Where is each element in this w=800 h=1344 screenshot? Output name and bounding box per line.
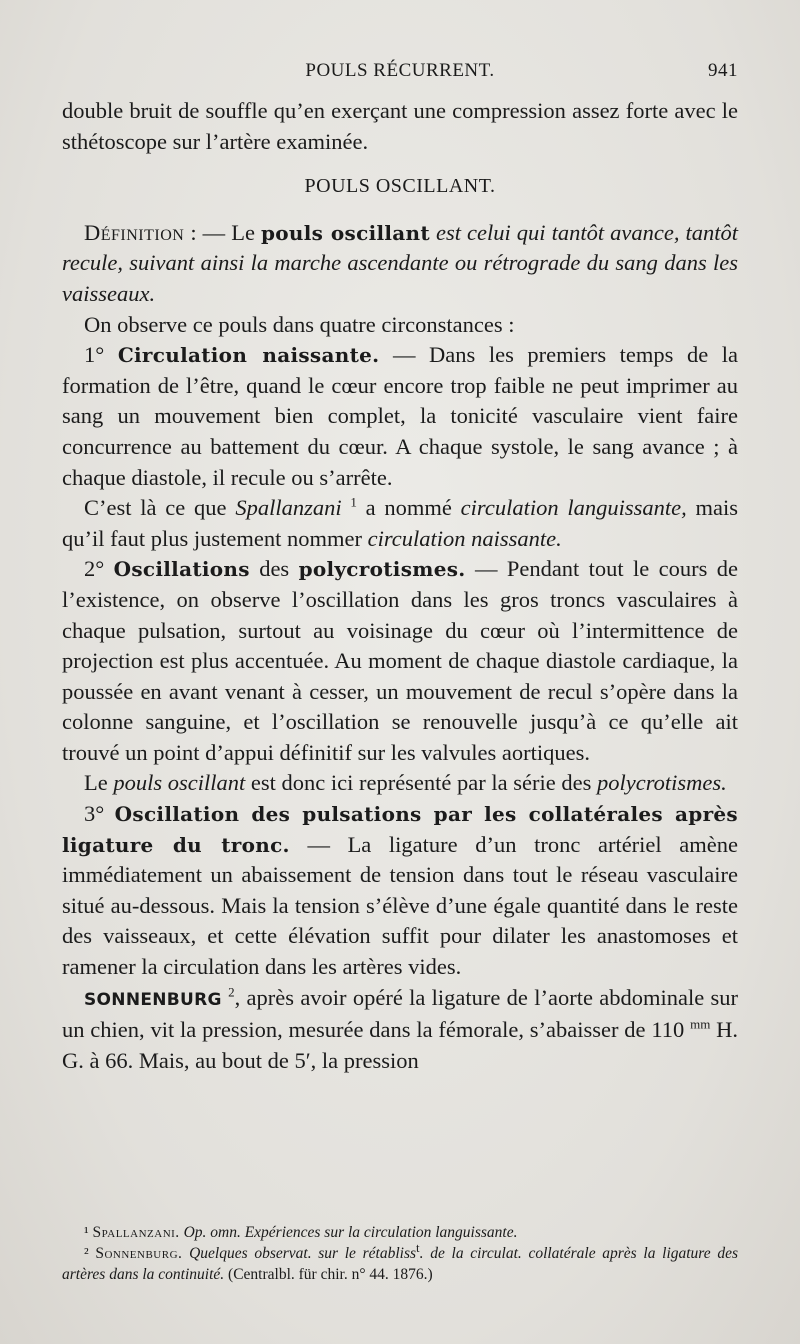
section-title: POULS OSCILLANT. <box>304 175 496 198</box>
footnote-ref-2: 2 <box>228 984 235 1000</box>
spallanzani-term-2: circulation naissante. <box>367 525 562 551</box>
definition-text: est celui qui tantôt avance, tantôt recule, suivant ainsi la marche ascendante ou rétrograde du sang dans les vaisseaux. <box>62 219 738 306</box>
polycrot-term-1: pouls oscillant <box>113 770 246 796</box>
page-number: 941 <box>708 60 738 81</box>
footnote-2-author: Sonnenburg. <box>95 1245 183 1262</box>
item-2-text: — Pendant tout le cours de l’existence, on observe l’oscillation dans les gros troncs vasculaires à chaque pulsation, surtout au voisinage du cœur où l’intermittence de projection est plus accentuée. Au moment de chaque diastole cardiaque, la poussée en avant venant à cesser, un mouvement de recul s’opère dans la colonne sanguine, et l’oscillation se renouvelle jusqu’à ce qu’elle ait trouvé un point d’appui définitif sur les valvules aortiques. <box>62 556 738 765</box>
definition-paragraph <box>62 218 738 310</box>
continued-paragraph: double bruit de souffle qu’en exerçant une compression assez forte avec le sthétoscope sur l’artère examinée. <box>62 98 738 154</box>
spallanzani-text-a: C’est là ce que <box>84 495 236 521</box>
footnotes <box>62 1222 738 1285</box>
running-title: POULS RÉCURRENT. <box>305 60 495 81</box>
item-2-number: 2° <box>84 556 105 582</box>
spallanzani-text-b: a nommé <box>356 495 461 521</box>
item-1-text: — Dans les premiers temps de la formation de l’être, quand le cœur encore trop faible ne peut imprimer au sang un mouvement bien complet, la tonicité vasculaire vient faire concurrence au battement du cœur. A chaque systole, le sang avance ; à chaque diastole, il recule ou s’arrête. <box>62 342 739 490</box>
sonnenburg-text-a: , après avoir opéré la ligature de l’aorte abdominale sur un chien, vit la pression, mesurée dans la fémorale, s’abaisser de 110 <box>62 984 738 1043</box>
item-1-number: 1° <box>84 342 105 368</box>
footnote-2-sup: t <box>416 1239 420 1255</box>
spallanzani-paragraph <box>62 493 738 554</box>
footnote-2-text-b: . de la circulat. collatérale après la ligature des artères dans la continuité. <box>62 1245 738 1283</box>
spallanzani-name: Spallanzani <box>235 495 342 521</box>
spallanzani-term-1: circulation languissante, <box>460 495 687 521</box>
polycrotismes-paragraph <box>62 768 738 799</box>
polycrot-term-2: polycrotismes. <box>596 770 727 796</box>
item-2-mid: des <box>249 556 299 582</box>
item-2-heading-a: Oscillations <box>113 557 250 582</box>
polycrot-text-a: Le <box>84 770 114 796</box>
spallanzani-text-c: mais qu’il faut plus justement nommer <box>62 495 739 551</box>
footnote-1-text: Op. omn. Expériences sur la circulation languissante. <box>179 1224 518 1241</box>
unit-mm: mm <box>690 1016 711 1032</box>
item-1-heading: Circulation naissante. <box>117 343 380 368</box>
footnote-2 <box>62 1239 738 1285</box>
definition-label: Définition <box>84 219 185 245</box>
footnote-2-mark: ² <box>84 1245 89 1262</box>
item-3-text: — La ligature d’un tronc artériel amène immédiatement un abaissement de tension dans tout le réseau vasculaire situé au-dessous. Mais la tension s’élève d’une égale quantité dans le reste des vaisseaux, et cette élévation suffit pour dilater les anastomoses et ramener la circulation dans les artères vides. <box>62 831 738 980</box>
definition-sep: : — Le <box>184 219 261 245</box>
footnote-2-text-c: (Centralbl. für chir. n° 44. 1876.) <box>224 1266 433 1283</box>
sonnenburg-name: SONNENBURG <box>84 989 222 1010</box>
sonnenburg-text-b: H. G. à 66. Mais, au bout de 5′, la pression <box>62 1017 738 1073</box>
footnote-1-author: Spallanzani. <box>92 1224 180 1241</box>
definition-term: pouls oscillant <box>261 220 430 245</box>
polycrot-text-b: est donc ici représenté par la série des <box>245 770 597 796</box>
body-text <box>62 96 738 1076</box>
footnote-1-mark: ¹ <box>84 1224 89 1241</box>
item-3-heading: Oscillation des pulsations par les collatérales après ligature du tronc. <box>62 802 738 857</box>
item-3-paragraph <box>62 799 738 983</box>
footnote-ref-1: 1 <box>350 494 357 510</box>
sonnenburg-paragraph <box>62 983 738 1077</box>
item-2-heading-b: polycrotismes. <box>298 557 466 582</box>
intro-paragraph: On observe ce pouls dans quatre circonstances : <box>84 311 515 337</box>
item-3-number: 3° <box>84 801 105 827</box>
footnote-1 <box>62 1222 738 1243</box>
item-1-paragraph <box>62 340 738 493</box>
item-2-paragraph <box>62 554 738 768</box>
running-header <box>62 60 738 88</box>
footnote-2-text-a: Quelques observat. sur le rétabliss <box>182 1245 417 1262</box>
